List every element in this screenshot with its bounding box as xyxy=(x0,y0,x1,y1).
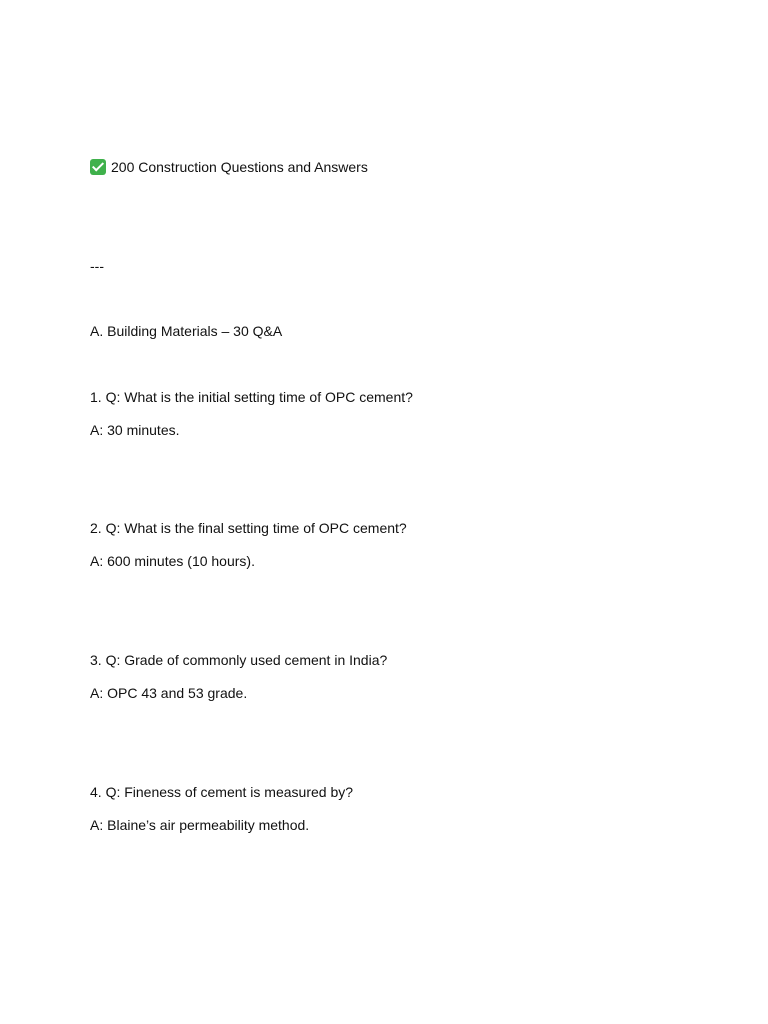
section-heading: A. Building Materials – 30 Q&A xyxy=(90,323,283,339)
separator: --- xyxy=(90,258,104,274)
answer-3: A: OPC 43 and 53 grade. xyxy=(90,685,248,701)
answer-2: A: 600 minutes (10 hours). xyxy=(90,553,255,569)
question-2: 2. Q: What is the final setting time of OPC cement? xyxy=(90,520,407,536)
answer-1: A: 30 minutes. xyxy=(90,422,180,438)
question-1: 1. Q: What is the initial setting time of OPC cement? xyxy=(90,389,413,405)
question-3: 3. Q: Grade of commonly used cement in India? xyxy=(90,652,388,668)
question-4: 4. Q: Fineness of cement is measured by? xyxy=(90,784,354,800)
check-mark-icon xyxy=(90,159,106,175)
document-title-text: 200 Construction Questions and Answers xyxy=(111,159,368,175)
answer-4: A: Blaine’s air permeability method. xyxy=(90,817,310,833)
document-title xyxy=(90,158,368,176)
